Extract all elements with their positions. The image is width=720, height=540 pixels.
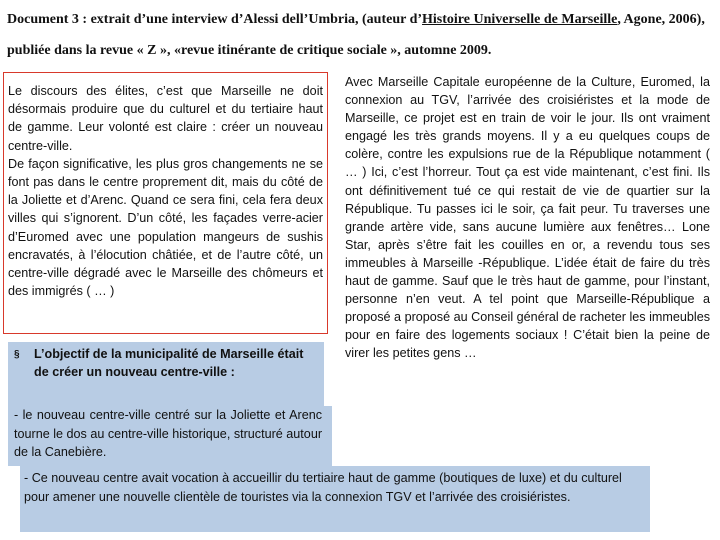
bullet-icon: §	[14, 349, 20, 360]
document-heading	[7, 4, 717, 66]
objective-box	[8, 342, 324, 406]
conclusion-vocation: - Ce nouveau centre avait vocation à accueillir du tertiaire haut de gamme (boutiques de luxe) et du culturel pour amener une nouvelle clientèle de touristes via la connexion TGV et l’arrivée des croisiéristes.	[20, 466, 650, 532]
interview-excerpt-right: Avec Marseille Capitale européenne de la Culture, Euromed, la connexion au TGV, l’arrivée des croisiéristes et la mode de Marseille, ce projet est en train de voir le jour. Ils ont vraiment engagé les très grands moyens. Il y a eu quelques coups de colère, contre les expulsions rue de la République notamment ( … ) Ici, c’est l’horreur. Tout ça est vide maintenant, c’est fini. Ils ont définitivement tué ce qui restait de vie de quartier sur la République. Tu passes ici le soir, ça fait peur. Tu traverses une grande artère vide, sans aucune lumière aux fenêtres… Lone Star, après s’être fait les couilles en or, a revendu tous ses immeubles à Marseille -République. L’idée était de faire du très haut de gamme. Sauf que le très haut de gamme, pour l’instant, personne n’en veut. A tel point que Marseille-République a proposé a proposé au Conseil général de racheter les immeubles pour en faire des logements sociaux ! C’était bien la peine de virer les petites gens …	[339, 72, 716, 396]
conclusion-new-centre: - le nouveau centre-ville centré sur la Joliette et Arenc tourne le dos au centre-ville historique, structuré autour de la Canebière.	[8, 406, 332, 466]
interview-excerpt-left	[3, 72, 328, 334]
heading-publication: , Agone, 2006), publiée dans la revue « Z », «revue itinérante de critique sociale », automne 2009.	[7, 12, 705, 58]
heading-intro: Document 3 : extrait d’une interview d’Alessi dell’Umbria, (auteur d’	[7, 12, 423, 27]
book-title: Histoire Universelle de Marseille	[422, 12, 618, 27]
excerpt-paragraph-1: Le discours des élites, c’est que Marseille ne doit désormais produire que du culturel et du tertiaire haut de gamme. Leur volonté est claire : créer un nouveau centre-ville.	[8, 84, 323, 153]
excerpt-paragraph-2: De façon significative, les plus gros changements ne se font pas dans le centre proprement dit, mais du côté de la Joliette et d’Arenc. Quand ce sera fini, cela fera deux villes qui s’ignorent. D’un côté, les façades verre-acier d’Euromed avec une population mangeurs de sushis encravatés, à l’élocution châtiée, et de l’autre côté, un centre-ville dégradé avec le Marseille des chômeurs et des immigrés ( … )	[8, 156, 323, 299]
objective-text: L’objectif de la municipalité de Marseille était de créer un nouveau centre-ville :	[34, 347, 304, 379]
